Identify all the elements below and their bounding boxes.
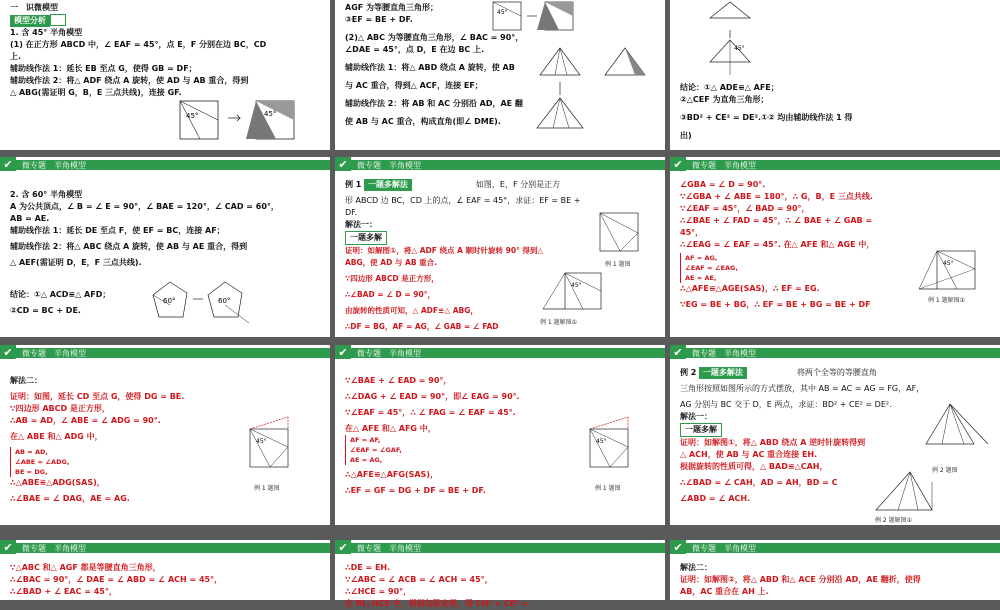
text-line: 辅助线作法 1：延长 EB 至点 G，使得 GB = DF； — [10, 63, 197, 73]
text-line: 上. — [10, 51, 22, 61]
text-line: 辅助线作法 1：将△ ABD 绕点 A 旋转，使 AB — [345, 63, 515, 72]
multi-solution-label: 一题多解 — [680, 423, 722, 437]
slide-header: ✔ 微专题 半角模型 — [670, 540, 1000, 554]
text-line: 辅助线作法 1：延长 DE 至点 F，使 EF = BC，连接 AF； — [10, 226, 225, 235]
model-analysis-tag: 模型分析 — [10, 15, 50, 27]
proof-condition: AF = AF, — [350, 436, 381, 444]
example1-solution-figure — [535, 269, 615, 319]
method-label: 解法二： — [680, 563, 712, 572]
question-line: AG 分别与 BC 交于 D，E 两点，求证：BD² + CE² = DE². — [680, 400, 892, 409]
conclusion-line: ②CD = BC + DE. — [10, 306, 81, 315]
proof-line: 证明：如解图②，将△ ABD 和△ ACE 分别沿 AD，AE 翻折，使得 — [680, 575, 921, 584]
proof-line: ∠ABD = ∠ ACH. — [680, 494, 751, 503]
slide-r2-c3[interactable] — [670, 157, 1000, 337]
proof-line: ∵∠EAF = 45°，∴ ∠ FAG = ∠ EAF = 45°. — [345, 408, 516, 417]
svg-text:45°: 45° — [734, 45, 745, 52]
proof-line: ABG，使 AD 与 AB 重合. — [345, 258, 438, 267]
text-line: 出) — [680, 131, 692, 140]
text-line: AGF 为等腰直角三角形； — [345, 3, 439, 12]
sixty-degree-figure — [145, 277, 255, 327]
proof-line: ∴∠EAG = ∠ EAF = 45°. 在△ AFE 和△ AGE 中， — [680, 240, 875, 249]
proof-line: ∴△AFE≌△AGE(SAS)，∴ EF = EG. — [680, 284, 820, 293]
text-line: 辅助线作法 2：将△ ABC 绕点 A 旋转，使 AB 与 AE 重合，得到 — [10, 242, 248, 251]
text-line: △ ABG(需证明 G，B，E 三点共线)，连接 GF. — [10, 87, 182, 97]
square-model-figure — [170, 96, 320, 146]
slide-r1-c3[interactable] — [670, 0, 1000, 150]
proof-condition: BE = DG, — [15, 468, 48, 476]
text-line: (1) 在正方形 ABCD 中，∠ EAF = 45°，点 E，F 分别在边 BC，CD — [10, 39, 267, 49]
example1-figure — [580, 415, 650, 470]
slide-r4-c2[interactable] — [335, 540, 665, 608]
slide-r4-c1[interactable] — [0, 540, 330, 600]
proof-line: ∵∠EAF = 45°，∠ BAD = 90°， — [680, 204, 810, 213]
text-line: 辅助线作法 2：将△ ADF 绕点 A 旋转，使 AD 与 AB 重合，得到 — [10, 75, 249, 85]
proof-line: ∴DF = BG，AF = AG，∠ GAB = ∠ FAD — [345, 322, 499, 331]
proof-line: ∵四边形 ABCD 是正方形， — [345, 274, 439, 283]
proof-line: 证明：如解图①，将△ ABD 绕点 A 逆时针旋转得到 — [680, 438, 866, 447]
proof-line: ∴∠BAE + ∠ FAD = 45°，∴ ∠ BAE + ∠ GAB = — [680, 216, 873, 225]
proof-line: ∵EG = BE + BG，∴ EF = BE + BG = BE + DF — [680, 300, 871, 309]
multi-solution-label: 一题多解 — [345, 231, 387, 245]
proof-line: ∴△ABE≌△ADG(SAS)， — [10, 478, 105, 487]
slide-top-title: 一 识微模型 — [10, 3, 58, 12]
proof-line: 证明：如图，延长 CD 至点 G，使得 DG = BE. — [10, 392, 185, 401]
slide-r3-c3[interactable] — [670, 345, 1000, 525]
figure-caption: 例 1 题图 — [595, 485, 621, 492]
text-line: A 为公共顶点，∠ B = ∠ E = 90°，∠ BAE = 120°，∠ CAD = 60°， — [10, 202, 279, 211]
proof-line: ∴∠BAD + ∠ EAC = 45°， — [10, 587, 117, 596]
question-line: 将两个全等的等腰直角 — [796, 368, 877, 377]
example2-solution-figure — [870, 470, 940, 515]
example1-figure — [590, 209, 660, 264]
proof-line: ∴△AFE≌△AFG(SAS)， — [345, 470, 438, 479]
isosceles-model-figure — [485, 0, 660, 140]
proof-line: ∵∠ABC = ∠ ACB = ∠ ACH = 45°， — [345, 575, 493, 584]
proof-condition: AB = AD, — [15, 448, 48, 456]
text-line: ②△CEF 为直角三角形； — [680, 95, 769, 104]
slide-r4-c3[interactable] — [670, 540, 1000, 600]
text-line: 与 AC 重合，得到△ ACF，连接 EF； — [345, 81, 483, 90]
proof-line: ∵∠GBA + ∠ ABE = 180°，∴ G，B，E 三点共线. — [680, 192, 873, 201]
question-line: 如图，E，F 分别是正方 — [475, 180, 561, 189]
svg-text:60°: 60° — [218, 297, 231, 305]
example-label: 例 1 — [345, 180, 362, 189]
slide-r1-c1[interactable] — [0, 0, 330, 150]
text-line: ③BD² + CE² = DE².①② 均由辅助线作法 1 得 — [680, 113, 853, 122]
tag-box — [50, 14, 66, 26]
figure-caption: 例 1 题解图① — [928, 297, 966, 304]
proof-line: 在△ ABE 和△ ADG 中， — [10, 432, 103, 441]
text-line: 结论：①△ ADE≌△ AFE； — [680, 83, 779, 92]
proof-condition: AE = AG, — [350, 456, 383, 464]
proof-line: ∴EF = GF = DG + DF = BE + DF. — [345, 486, 486, 495]
multi-solution-tag: 一题多解法 — [699, 367, 747, 379]
slide-r2-c1[interactable] — [0, 157, 330, 337]
proof-condition: ∠ABE = ∠ADG, — [15, 458, 70, 466]
text-line: 1. 含 45° 半角模型 — [10, 27, 83, 37]
proof-line: ∴AB = AD，∠ ABE = ∠ ADG = 90°. — [10, 416, 161, 425]
question-line: 形 ABCD 边 BC，CD 上的点，∠ EAF = 45°，求证：EF = BE + — [345, 196, 581, 205]
text-line: △ AEF(需证明 D，E，F 三点共线). — [10, 258, 142, 267]
figure-caption: 例 1 题图 — [605, 261, 631, 268]
proof-line: 由旋转的性质可知，△ ADF≌△ ABG， — [345, 306, 478, 315]
text-line: AB = AE. — [10, 214, 50, 223]
text-line: (2)△ ABC 为等腰直角三角形，∠ BAC = 90°， — [345, 33, 524, 42]
proof-line: ∠GBA = ∠ D = 90°. — [680, 180, 766, 189]
proof-line: 证明：如解图①，将△ ADF 绕点 A 顺时针旋转 90° 得到△ — [345, 246, 544, 255]
slide-header: ✔ 微专题 半角模型 — [670, 345, 1000, 359]
proof-line: ∴∠BAD = ∠ CAH，AD = AH，BD = C — [680, 478, 838, 487]
slide-r3-c1[interactable] — [0, 345, 330, 525]
slide-header: ✔ 微专题 半角模型 — [335, 540, 665, 554]
slide-r3-c2[interactable] — [335, 345, 665, 525]
proof-line: ∴∠HCE = 90°， — [345, 587, 412, 596]
svg-text:45°: 45° — [596, 438, 607, 445]
proof-condition: ∠EAF = ∠EAG, — [685, 264, 738, 272]
solution-figure — [915, 247, 995, 297]
svg-text:60°: 60° — [163, 297, 176, 305]
proof-line: ∴∠BAE = ∠ DAG，AE = AG. — [10, 494, 130, 503]
question-line: 三角形按照如图所示的方式摆放，其中 AB = AC = AG = FG，AF， — [680, 384, 925, 393]
svg-text:45°: 45° — [943, 260, 954, 267]
proof-line: ∵∠BAE + ∠ EAD = 90°， — [345, 376, 452, 385]
proof-condition: ∠EAF = ∠GAF, — [350, 446, 402, 454]
example1-figure — [240, 415, 310, 470]
slide-r2-c2[interactable] — [335, 157, 665, 337]
text-line: ∠DAE = 45°，点 D，E 在边 BC 上. — [345, 45, 485, 54]
figure-caption: 例 2 题图 — [932, 467, 958, 474]
proof-condition: AE = AE, — [685, 274, 717, 282]
slide-header: ✔ 微专题 半角模型 — [670, 157, 1000, 171]
example2-figure — [920, 400, 995, 460]
text-line: ③EF = BE + DF. — [345, 15, 413, 24]
question-line: DF. — [345, 208, 358, 217]
example-label: 例 2 — [680, 368, 697, 377]
method-label: 解法一： — [345, 220, 377, 229]
figure-caption: 例 2 题解图① — [875, 517, 913, 524]
method-label: 解法二： — [10, 376, 42, 385]
slide-header: ✔ 微专题 半角模型 — [0, 157, 330, 171]
multi-solution-tag: 一题多解法 — [364, 179, 412, 191]
svg-text:45°: 45° — [571, 282, 582, 289]
svg-text:45°: 45° — [264, 110, 277, 118]
slide-header: ✔ 微专题 半角模型 — [335, 345, 665, 359]
text-line: 辅助线作法 2：将 AB 和 AC 分别沿 AD，AE 翻 — [345, 99, 523, 108]
angle-label: 45° — [186, 112, 199, 120]
svg-text:45°: 45° — [497, 9, 508, 16]
proof-line: ∴∠DAG + ∠ EAD = 90°，即∠ EAG = 90°. — [345, 392, 520, 401]
proof-line: 根据旋转的性质可得，△ BAD≌△CAH， — [680, 462, 828, 471]
method-label: 解法一： — [680, 412, 712, 421]
figure-caption: 例 1 题解图① — [540, 319, 578, 326]
proof-line: 在 Rt△HCE 中，根据勾股定理，得 CH² + CE² = — [345, 599, 529, 608]
proof-line: ∴∠BAC = 90°，∠ DAE = ∠ ABD = ∠ ACH = 45°， — [10, 575, 223, 584]
proof-condition: AF = AG, — [685, 254, 718, 262]
conclusion-line: 结论：①△ ACD≌△ AFD； — [10, 290, 111, 299]
proof-line: ∴DE = EH. — [345, 563, 391, 572]
proof-line: ∵△ABC 和△ AGF 都是等腰直角三角形， — [10, 563, 161, 572]
triangle-fold-figure — [690, 0, 770, 80]
proof-line: ∴∠BAD = ∠ D = 90°， — [345, 290, 435, 299]
figure-caption: 例 1 题图 — [254, 485, 280, 492]
slide-r1-c2[interactable] — [335, 0, 665, 150]
slide-header: ✔ 微专题 半角模型 — [0, 345, 330, 359]
proof-line: 在△ AFE 和△ AFG 中， — [345, 424, 436, 433]
slide-header: ✔ 微专题 半角模型 — [0, 540, 330, 554]
text-line: 2. 含 60° 半角模型 — [10, 190, 83, 199]
slide-header: ✔ 微专题 半角模型 — [335, 157, 665, 171]
svg-text:45°: 45° — [256, 438, 267, 445]
proof-line: 45°， — [680, 228, 704, 237]
proof-line: ∵四边形 ABCD 是正方形， — [10, 404, 110, 413]
proof-line: AB，AC 重合在 AH 上. — [680, 587, 769, 596]
proof-line: △ ACH，使 AB 与 AC 重合连接 EH. — [680, 450, 818, 459]
text-line: 使 AB 与 AC 重合，构成直角(即∠ DME). — [345, 117, 501, 126]
